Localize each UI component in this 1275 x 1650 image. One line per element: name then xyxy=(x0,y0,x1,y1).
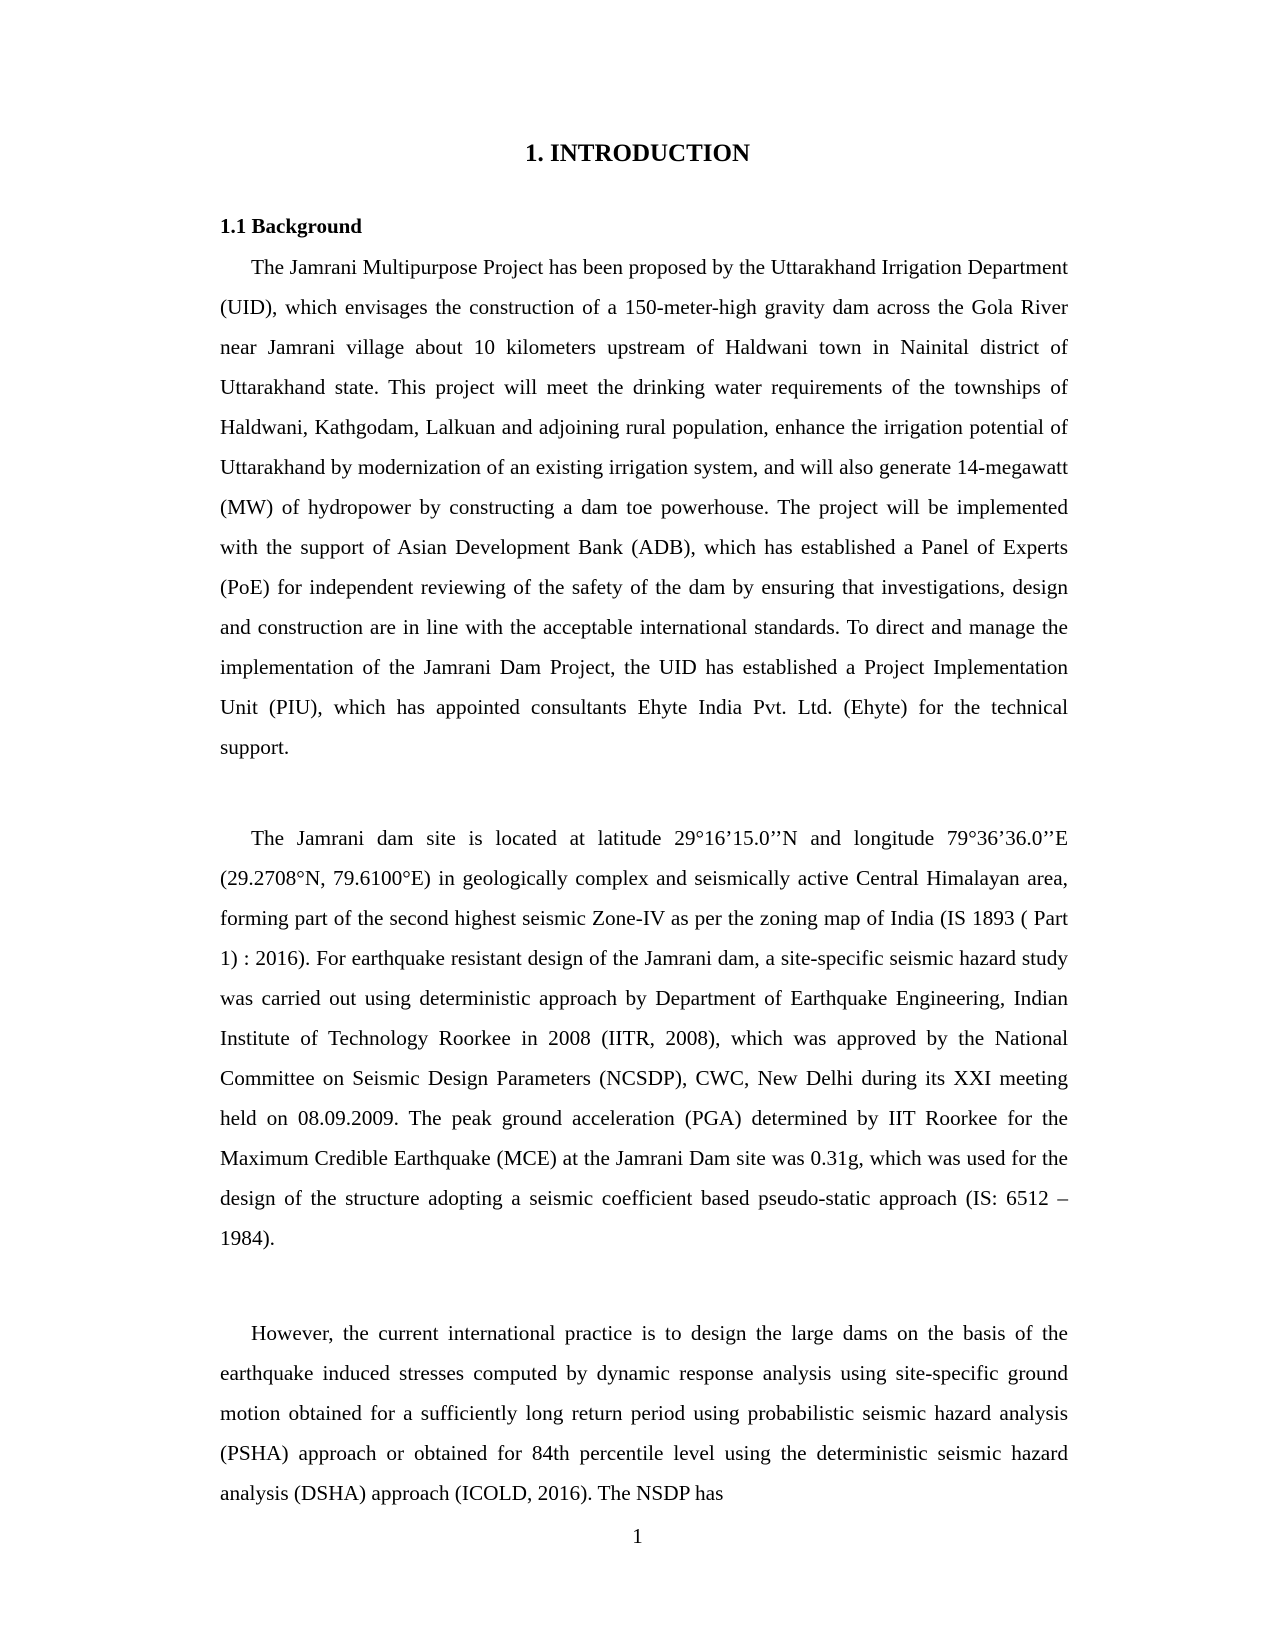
section-heading: 1.1 Background xyxy=(220,214,362,238)
page-title: 1. INTRODUCTION xyxy=(524,140,751,167)
paragraph-background-1: The Jamrani Multipurpose Project has been proposed by the Uttarakhand Irrigation Department (UID), which envisages the construction of a 150-meter-high gravity dam across the Gola River near Jamrani village about 10 kilometers upstream of Haldwani town in Nainital district of Uttarakhand state. This project will meet the drinking water requirements of the townships of Haldwani, Kathgodam, Lalkuan and adjoining rural population, enhance the irrigation potential of Uttarakhand by modernization of an existing irrigation system, and will also generate 14-megawatt (MW) of hydropower by constructing a dam toe powerhouse. The project will be implemented with the support of Asian Development Bank (ADB), which has established a Panel of Experts (PoE) for independent reviewing of the safety of the dam by ensuring that investigations, design and construction are in line with the acceptable international standards. To direct and manage the implementation of the Jamrani Dam Project, the UID has established a Project Implementation Unit (PIU), which has appointed consultants Ehyte India Pvt. Ltd. (Ehyte) for the technical support. xyxy=(220,255,1068,759)
paragraph-background-3: However, the current international practice is to design the large dams on the basis of the earthquake induced stresses computed by dynamic response analysis using site-specific ground motion obtained for a sufficiently long return period using probabilistic seismic hazard analysis (PSHA) approach or obtained for 84th percentile level using the deterministic seismic hazard analysis (DSHA) approach (ICOLD, 2016). The NSDP has xyxy=(220,1321,1068,1505)
page-number: 1 xyxy=(632,1524,643,1548)
paragraph-background-2: The Jamrani dam site is located at latitude 29°16’15.0’’N and longitude 79°36’36.0’’E (29.2708°N, 79.6100°E) in geologically complex and seismically active Central Himalayan area, forming part of the second highest seismic Zone-IV as per the zoning map of India (IS 1893 ( Part 1) : 2016). For earthquake resistant design of the Jamrani dam, a site-specific seismic hazard study was carried out using deterministic approach by Department of Earthquake Engineering, Indian Institute of Technology Roorkee in 2008 (IITR, 2008), which was approved by the National Committee on Seismic Design Parameters (NCSDP), CWC, New Delhi during its XXI meeting held on 08.09.2009. The peak ground acceleration (PGA) determined by IIT Roorkee for the Maximum Credible Earthquake (MCE) at the Jamrani Dam site was 0.31g, which was used for the design of the structure adopting a seismic coefficient based pseudo-static approach (IS: 6512 – 1984). xyxy=(220,826,1068,1250)
